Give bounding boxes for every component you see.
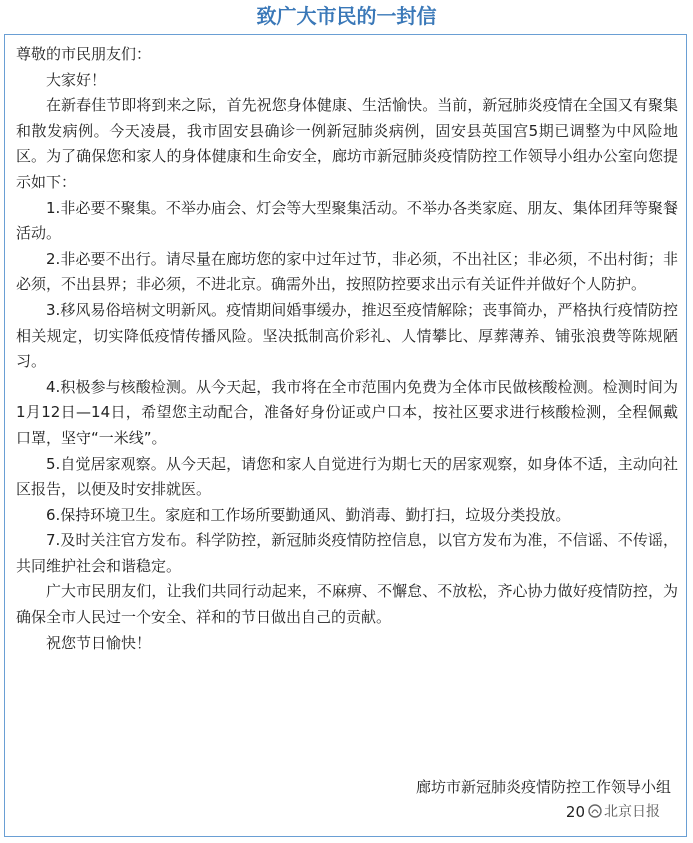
watermark-logo-icon bbox=[588, 804, 602, 818]
letter-title: 致广大市民的一封信 bbox=[256, 4, 437, 28]
salutation: 尊敬的市民朋友们： bbox=[16, 45, 152, 63]
signature-org: 廊坊市新冠肺炎疫情防控工作领导小组 bbox=[415, 778, 671, 796]
paragraph-item-2: 2.非必要不出行。请尽量在廊坊您的家中过年过节，非必须，不出社区；非必须，不出村街；非必须，不出县界；非必须，不进北京。确需外出，按照防控要求出示有关证件并做好个人防护。 bbox=[16, 249, 678, 294]
paragraph-item-1: 1.非必要不聚集。不举办庙会、灯会等大型聚集活动。不举办各类家庭、朋友、集体团拜等聚餐活动。 bbox=[16, 198, 678, 243]
paragraph-item-7: 7.及时关注官方发布。科学防控，新冠肺炎疫情防控信息，以官方发布为准，不信谣、不传谣，共同维护社会和谐稳定。 bbox=[16, 531, 678, 575]
paragraph-wishes: 祝您节日愉快！ bbox=[46, 633, 152, 652]
signature-date: 20 bbox=[565, 803, 585, 821]
greeting: 大家好！ bbox=[46, 70, 107, 89]
paragraph-intro: 在新春佳节即将到来之际，首先祝您身体健康、生活愉快。当前，新冠肺炎疫情在全国又有聚集和散发病例。今天凌晨，我市固安县确诊一例新冠肺炎病例，固安县英国宫5期已调整为中风险地区。为了确保您和家人的身体健康和生命安全，廊坊市新冠肺炎疫情防控工作领导小组办公室向您提示如下： bbox=[16, 96, 678, 191]
paragraph-closing: 广大市民朋友们，让我们共同行动起来，不麻痹、不懈怠、不放松，齐心协力做好疫情防控，为确保全市人民过一个安全、祥和的节日做出自己的贡献。 bbox=[16, 582, 678, 627]
letter-body bbox=[16, 42, 678, 656]
paragraph-item-4: 4.积极参与核酸检测。从今天起，我市将在全市范围内免费为全体市民做核酸检测。检测时间为1月12日—14日，希望您主动配合，准备好身份证或户口本，按社区要求进行核酸检测，全程佩戴口罩，坚守“一米线”。 bbox=[16, 377, 678, 447]
paragraph-item-6: 6.保持环境卫生。家庭和工作场所要勤通风、勤消毒、勤打扫，垃圾分类投放。 bbox=[46, 505, 571, 524]
paragraph-item-3: 3.移风易俗培树文明新风。疫情期间婚事缓办，推迟至疫情解除；丧事简办，严格执行疫情防控相关规定，切实降低疫情传播风险。坚决抵制高价彩礼、人情攀比、厚葬薄养、铺张浪费等陈规陋习。 bbox=[16, 300, 678, 371]
watermark-text: 北京日报 bbox=[604, 804, 660, 820]
paragraph-item-5: 5.自觉居家观察。从今天起，请您和家人自觉进行为期七天的居家观察，如身体不适，主动向社区报告，以便及时安排就医。 bbox=[16, 454, 678, 499]
watermark bbox=[588, 800, 660, 824]
